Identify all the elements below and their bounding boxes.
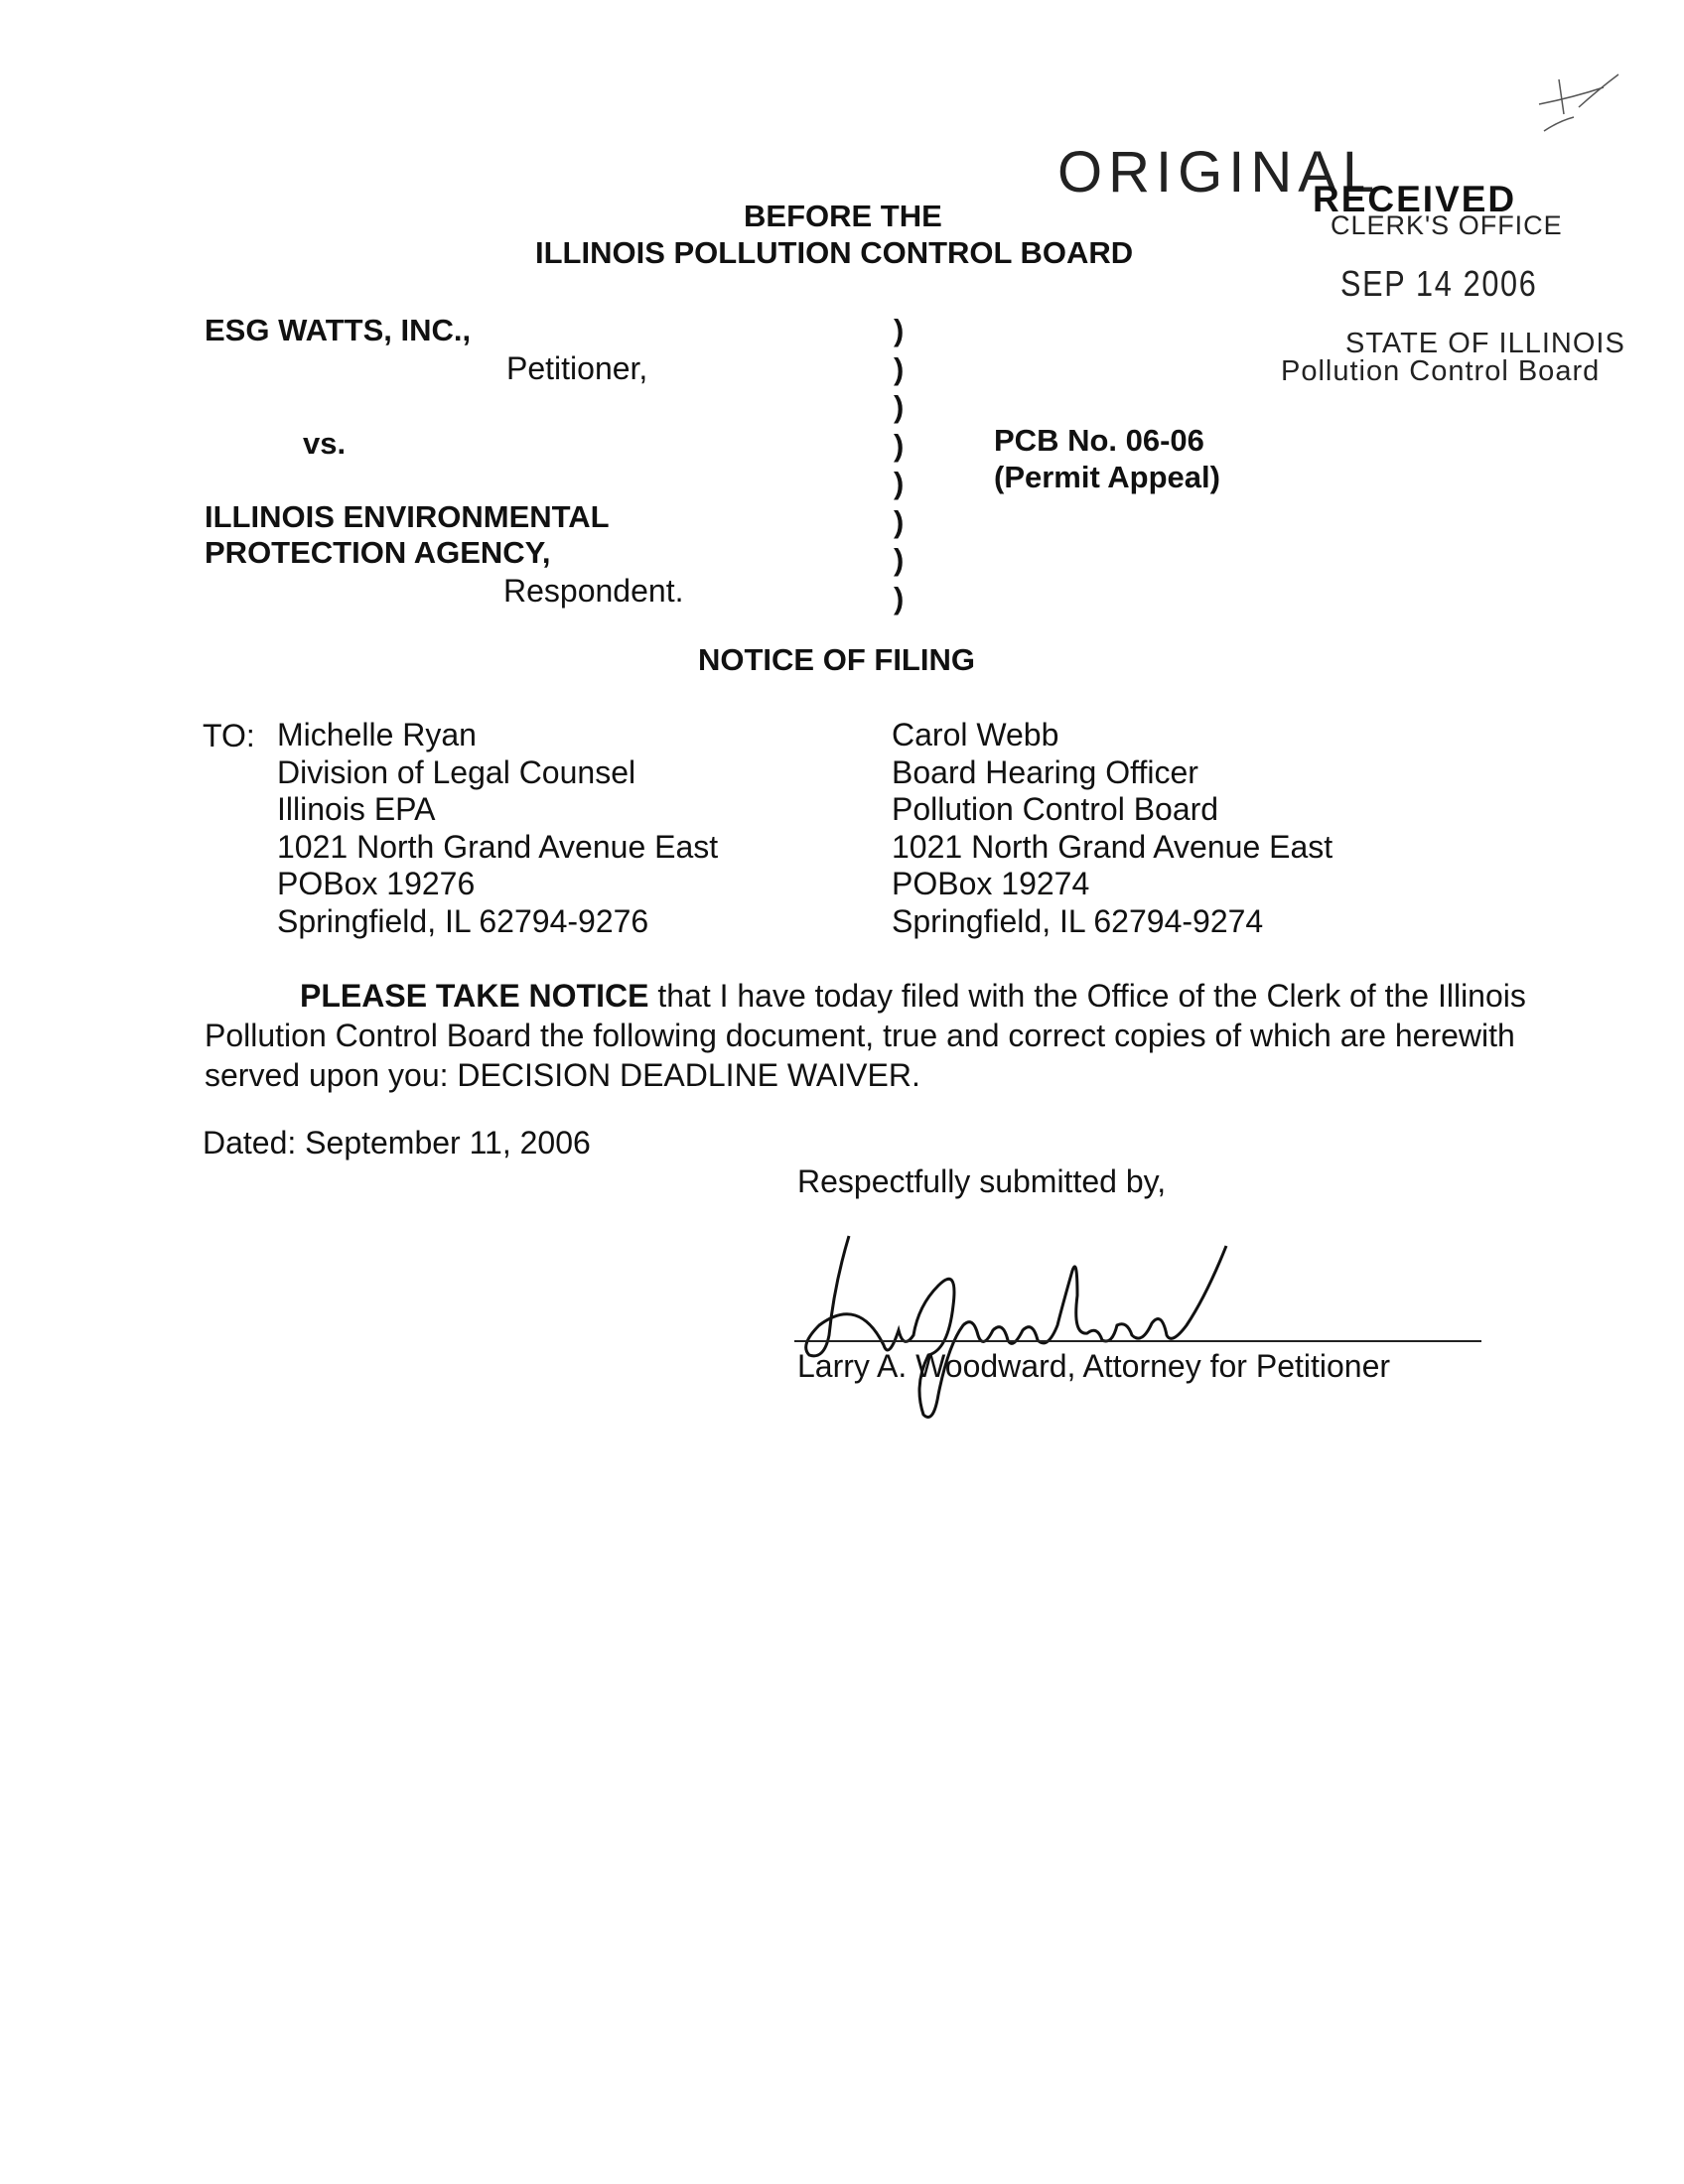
header-line-1: BEFORE THE xyxy=(744,199,942,233)
recipient-line: POBox 19276 xyxy=(277,866,476,901)
handwritten-mark-icon xyxy=(1519,60,1638,139)
recipient-line: Illinois EPA xyxy=(277,791,436,827)
notice-body: that I have today filed with the Office of the Clerk of the Illinois Pollution Control Board the following document, true and correct copies of which are herewith served upon you: DECISION DEADLINE WAIVER. xyxy=(205,978,1526,1093)
state-stamp: STATE OF ILLINOIS xyxy=(1345,328,1625,359)
case-number: PCB No. 06-06 xyxy=(994,423,1204,458)
header-line-2: ILLINOIS POLLUTION CONTROL BOARD xyxy=(535,235,1134,270)
recipient-line: Springfield, IL 62794-9274 xyxy=(892,902,1264,939)
received-stamp: RECEIVED xyxy=(1313,179,1517,219)
recipient-line: Michelle Ryan xyxy=(277,717,477,752)
document-title: NOTICE OF FILING xyxy=(698,642,975,677)
to-label: TO: xyxy=(203,718,255,753)
versus-label: vs. xyxy=(303,426,347,461)
paren: ) xyxy=(894,542,905,577)
paren: ) xyxy=(894,350,905,386)
caption-parentheses xyxy=(894,312,923,617)
petitioner-name: ESG WATTS, INC., xyxy=(205,313,472,347)
recipient-line: Springfield, IL 62794-9276 xyxy=(277,902,649,939)
signature-name: Larry A. Woodward, Attorney for Petitioner xyxy=(797,1348,1391,1384)
recipient-line: POBox 19274 xyxy=(892,866,1090,901)
handwritten-signature-icon xyxy=(789,1226,1246,1425)
paren: ) xyxy=(894,313,905,347)
paren: ) xyxy=(894,503,905,539)
paren: ) xyxy=(894,466,905,500)
recipient-line: Carol Webb xyxy=(892,717,1059,752)
original-stamp: ORIGINAL xyxy=(1057,140,1381,205)
petitioner-role: Petitioner, xyxy=(506,350,648,386)
recipient-line: Board Hearing Officer xyxy=(892,753,1198,790)
respondent-name-2: PROTECTION AGENCY, xyxy=(205,535,551,570)
board-stamp: Pollution Control Board xyxy=(1281,355,1601,387)
respondent-role: Respondent. xyxy=(503,573,684,609)
recipient-line: Division of Legal Counsel xyxy=(277,753,636,790)
respondent-name-1: ILLINOIS ENVIRONMENTAL xyxy=(205,499,610,534)
recipient-line: Pollution Control Board xyxy=(892,791,1219,827)
dated-line: Dated: September 11, 2006 xyxy=(203,1125,591,1160)
recipient-block-2 xyxy=(892,717,1333,940)
recipient-line: 1021 North Grand Avenue East xyxy=(277,828,719,865)
case-type: (Permit Appeal) xyxy=(994,460,1220,494)
paren: ) xyxy=(894,580,905,615)
signature-line-rule xyxy=(794,1340,1481,1342)
closing-line: Respectfully submitted by, xyxy=(797,1163,1167,1199)
paren: ) xyxy=(894,389,905,424)
notice-paragraph xyxy=(205,976,1535,1095)
paren: ) xyxy=(894,427,905,463)
recipient-block-1 xyxy=(277,717,718,940)
recipient-line: 1021 North Grand Avenue East xyxy=(892,828,1333,865)
clerks-office-stamp: CLERK'S OFFICE xyxy=(1331,210,1563,240)
notice-lead: PLEASE TAKE NOTICE xyxy=(300,978,649,1014)
received-date-stamp: SEP 14 2006 xyxy=(1340,263,1538,304)
